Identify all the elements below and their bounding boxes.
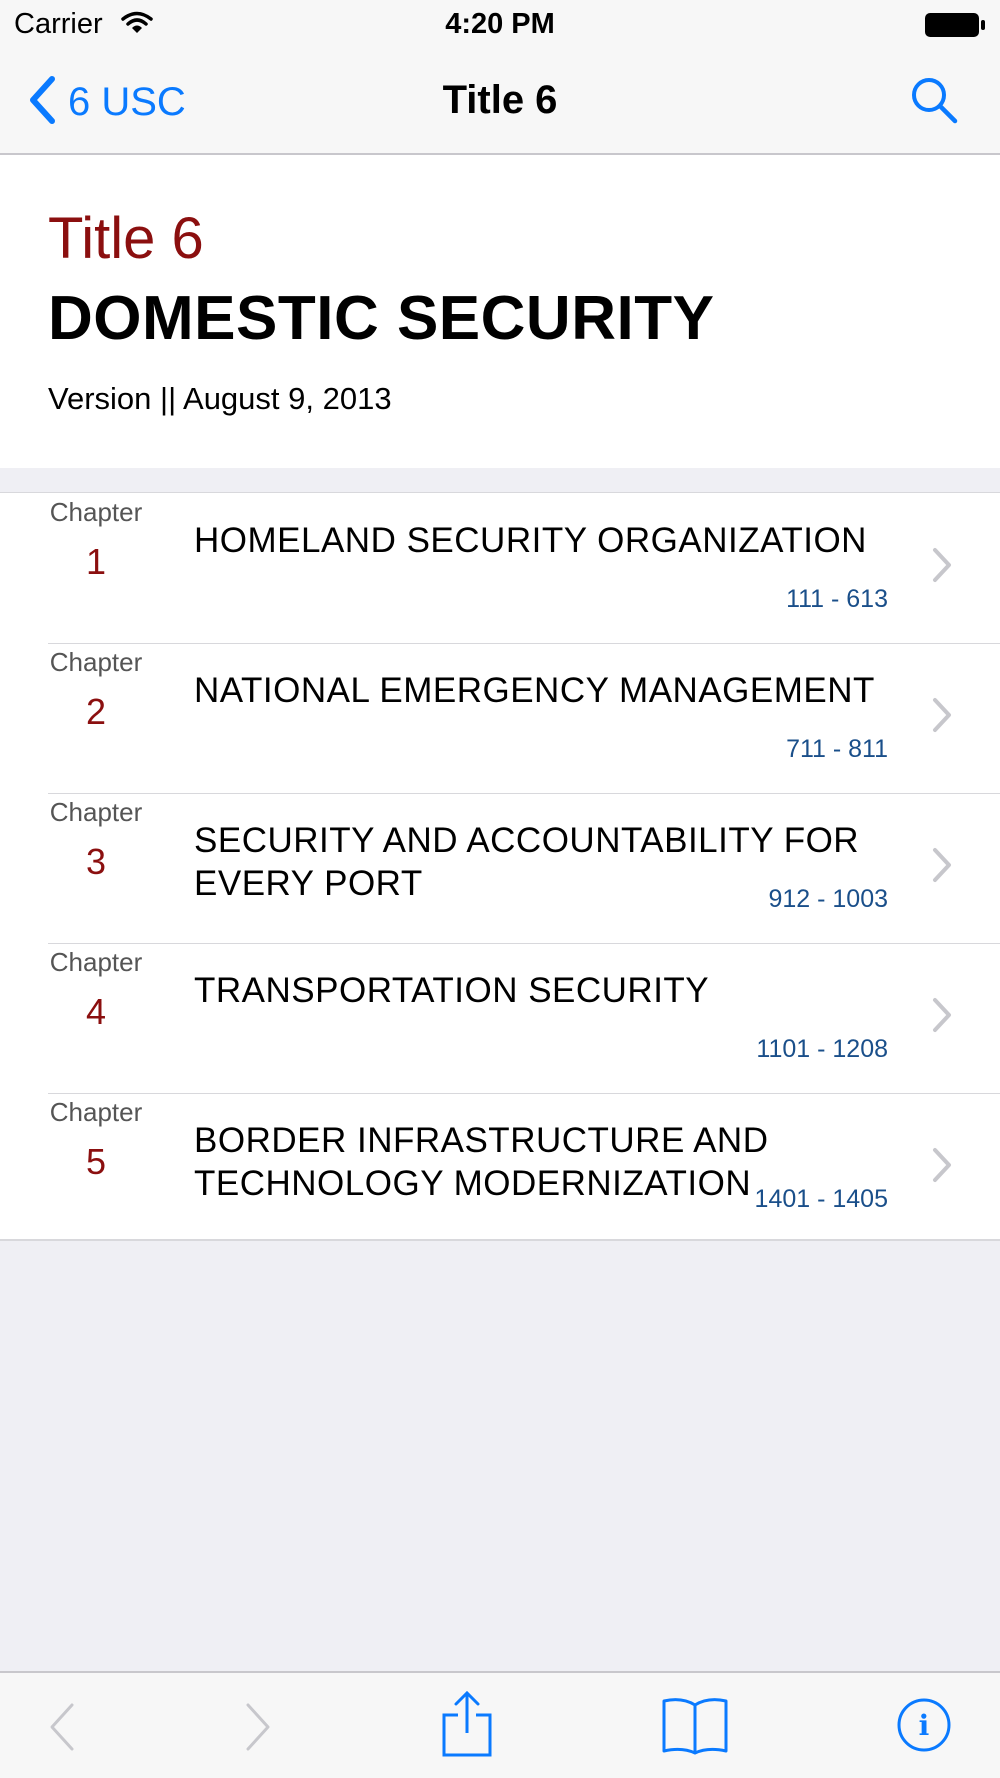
chapter-label: Chapter [49,797,143,827]
chevron-right-icon [932,1147,952,1188]
chapter-section-range: 1401 - 1405 [754,1185,888,1213]
chapter-list [0,492,1000,1241]
navigation-bar [0,50,1000,155]
chapter-row[interactable] [0,643,1000,793]
chapter-number: 4 [85,991,107,1032]
status-bar [0,0,1000,50]
svg-text:i: i [918,1709,930,1742]
status-time: 4:20 PM [445,8,555,40]
bookmarks-book-icon [660,1742,730,1759]
title-number: Title 6 [48,206,204,271]
chapter-number: 2 [85,691,107,732]
chevron-right-icon [932,697,952,738]
chapter-title: SECURITY AND ACCOUNTABILITY FOR EVERY PORT [194,821,860,903]
bottom-toolbar [0,1671,1000,1778]
page-title: Title 6 [442,78,558,122]
chapter-title: HOMELAND SECURITY ORGANIZATION [194,521,867,560]
chapter-label: Chapter [49,647,143,677]
share-button[interactable] [438,1689,496,1764]
chapter-number: 1 [85,541,107,582]
share-icon [438,1746,496,1763]
search-button[interactable] [908,74,960,131]
chapter-section-range: 912 - 1003 [768,885,888,913]
chapter-row[interactable] [0,493,1000,643]
chapter-section-range: 711 - 811 [786,735,888,763]
chapter-row[interactable] [0,943,1000,1093]
forward-arrow-button[interactable] [240,1697,276,1762]
back-arrow-icon [44,1744,80,1761]
chapter-label: Chapter [49,497,143,527]
battery-icon [924,12,986,43]
info-button[interactable] [896,1697,952,1758]
title-name: DOMESTIC SECURITY [48,284,715,353]
search-icon [908,113,960,130]
bookmarks-button[interactable] [660,1695,730,1760]
chapter-section-range: 1101 - 1208 [756,1035,888,1063]
chapter-label: Chapter [49,1097,143,1127]
chapter-section-range: 111 - 613 [786,585,888,613]
forward-arrow-icon [240,1744,276,1761]
title-header [0,155,1000,468]
chevron-right-icon [932,847,952,888]
chapter-row[interactable] [0,1093,1000,1243]
version-label: Version || August 9, 2013 [48,381,392,416]
carrier-label: Carrier [14,8,103,40]
chapter-title: NATIONAL EMERGENCY MANAGEMENT [194,671,875,710]
info-icon [896,1709,952,1757]
chapter-number: 3 [85,841,107,882]
chevron-right-icon [932,997,952,1038]
chapter-number: 5 [85,1141,107,1182]
chapter-title: BORDER INFRASTRUCTURE AND TECHNOLOGY MODERNIZATION [194,1121,769,1203]
chapter-title: TRANSPORTATION SECURITY [194,971,710,1010]
back-label: 6 USC [68,79,186,124]
back-arrow-button[interactable] [44,1697,80,1762]
chevron-right-icon [932,547,952,588]
chapter-row[interactable] [0,793,1000,943]
chapter-label: Chapter [49,947,143,977]
